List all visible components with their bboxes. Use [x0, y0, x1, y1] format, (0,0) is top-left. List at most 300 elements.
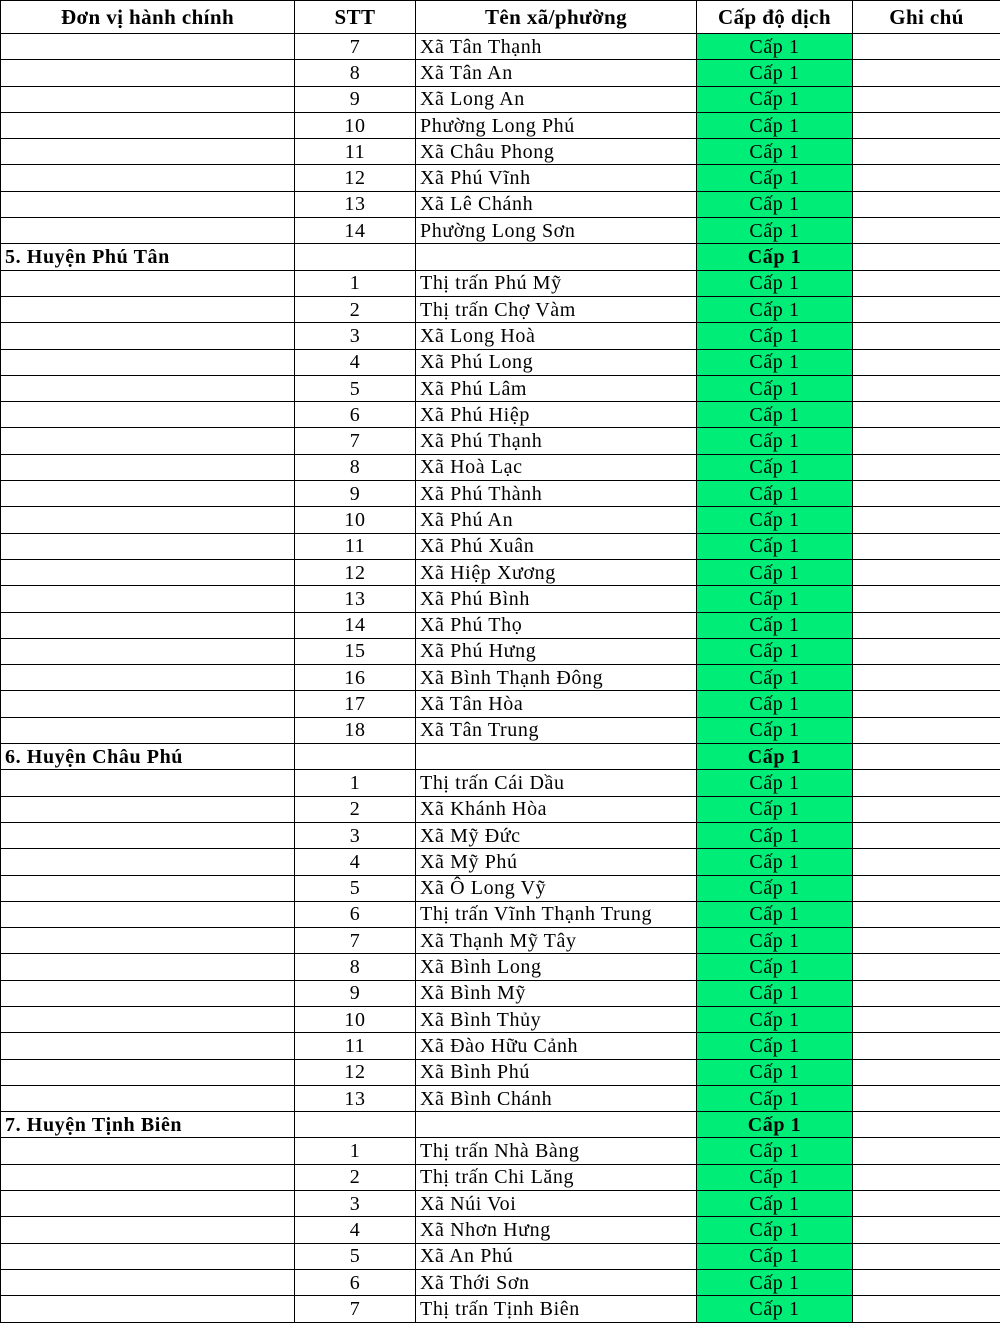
admin-unit-cell [1, 507, 295, 533]
notes-cell [853, 954, 1000, 980]
stt-cell: 6 [295, 1269, 416, 1295]
epidemic-level-cell: Cấp 1 [697, 139, 853, 165]
table-row [1, 270, 1000, 296]
table-row [1, 665, 1000, 691]
stt-cell: 12 [295, 559, 416, 585]
table-row [1, 296, 1000, 322]
epidemic-level-cell: Cấp 1 [697, 218, 853, 244]
admin-unit-cell [1, 481, 295, 507]
commune-name: Xã Phú Thọ [416, 612, 697, 638]
stt-cell [295, 744, 416, 770]
notes-cell [853, 323, 1000, 349]
header-epidemic-level: Cấp độ dịch [697, 1, 853, 34]
admin-unit-cell [1, 191, 295, 217]
notes-cell [853, 349, 1000, 375]
epidemic-level-cell: Cấp 1 [697, 375, 853, 401]
admin-unit-cell [1, 139, 295, 165]
admin-unit-cell [1, 1006, 295, 1032]
stt-cell: 9 [295, 980, 416, 1006]
admin-unit-cell [1, 691, 295, 717]
table-row [1, 323, 1000, 349]
epidemic-level-cell: Cấp 1 [697, 323, 853, 349]
admin-unit-cell [1, 112, 295, 138]
admin-unit-cell [1, 875, 295, 901]
admin-unit-cell [1, 323, 295, 349]
table-row [1, 1085, 1000, 1111]
notes-cell [853, 1164, 1000, 1190]
commune-name [416, 744, 697, 770]
notes-cell [853, 1006, 1000, 1032]
epidemic-level-cell: Cấp 1 [697, 428, 853, 454]
table-row [1, 638, 1000, 664]
epidemic-level-cell: Cấp 1 [697, 454, 853, 480]
admin-unit-cell [1, 1033, 295, 1059]
table-row [1, 86, 1000, 112]
notes-cell [853, 691, 1000, 717]
stt-cell: 5 [295, 375, 416, 401]
stt-cell: 10 [295, 112, 416, 138]
commune-name: Xã Hiệp Xương [416, 559, 697, 585]
commune-name: Xã Tân Trung [416, 717, 697, 743]
epidemic-level-cell: Cấp 1 [697, 349, 853, 375]
notes-cell [853, 428, 1000, 454]
admin-unit-cell [1, 665, 295, 691]
table-row [1, 559, 1000, 585]
notes-cell [853, 533, 1000, 559]
stt-cell: 18 [295, 717, 416, 743]
district-name: 7. Huyện Tịnh Biên [1, 1112, 295, 1138]
epidemic-level-cell: Cấp 1 [697, 112, 853, 138]
notes-cell [853, 218, 1000, 244]
admin-unit-cell [1, 218, 295, 244]
table-row [1, 1217, 1000, 1243]
stt-cell: 16 [295, 665, 416, 691]
stt-cell: 12 [295, 165, 416, 191]
epidemic-level-cell: Cấp 1 [697, 638, 853, 664]
admin-unit-cell [1, 796, 295, 822]
stt-cell: 13 [295, 1085, 416, 1111]
commune-name: Thị trấn Cái Dầu [416, 770, 697, 796]
commune-name: Xã Tân Hòa [416, 691, 697, 717]
admin-unit-cell [1, 1296, 295, 1322]
stt-cell: 8 [295, 454, 416, 480]
stt-cell: 10 [295, 507, 416, 533]
header-commune-name: Tên xã/phường [416, 1, 697, 34]
stt-cell: 6 [295, 402, 416, 428]
notes-cell [853, 112, 1000, 138]
stt-cell: 3 [295, 1191, 416, 1217]
commune-name: Xã Long Hoà [416, 323, 697, 349]
stt-cell: 8 [295, 954, 416, 980]
notes-cell [853, 901, 1000, 927]
epidemic-level-cell: Cấp 1 [697, 875, 853, 901]
notes-cell [853, 1296, 1000, 1322]
district-name: 6. Huyện Châu Phú [1, 744, 295, 770]
epidemic-level-cell: Cấp 1 [697, 244, 853, 270]
epidemic-level-cell: Cấp 1 [697, 270, 853, 296]
district-group-row [1, 244, 1000, 270]
admin-unit-cell [1, 296, 295, 322]
notes-cell [853, 1059, 1000, 1085]
epidemic-level-cell: Cấp 1 [697, 165, 853, 191]
epidemic-level-cell: Cấp 1 [697, 1191, 853, 1217]
admin-unit-cell [1, 1138, 295, 1164]
notes-cell [853, 1112, 1000, 1138]
epidemic-level-cell: Cấp 1 [697, 60, 853, 86]
stt-cell: 5 [295, 875, 416, 901]
notes-cell [853, 559, 1000, 585]
stt-cell: 8 [295, 60, 416, 86]
table-row [1, 1296, 1000, 1322]
table-row [1, 928, 1000, 954]
stt-cell: 13 [295, 191, 416, 217]
notes-cell [853, 139, 1000, 165]
stt-cell: 1 [295, 1138, 416, 1164]
commune-name: Thị trấn Phú Mỹ [416, 270, 697, 296]
header-stt: STT [295, 1, 416, 34]
notes-cell [853, 796, 1000, 822]
commune-name: Xã Lê Chánh [416, 191, 697, 217]
table-row [1, 1033, 1000, 1059]
notes-cell [853, 849, 1000, 875]
table-row [1, 1138, 1000, 1164]
table-row [1, 375, 1000, 401]
stt-cell: 3 [295, 822, 416, 848]
epidemic-level-cell: Cấp 1 [697, 559, 853, 585]
table-row [1, 1243, 1000, 1269]
admin-unit-cell [1, 1243, 295, 1269]
notes-cell [853, 612, 1000, 638]
stt-cell: 1 [295, 770, 416, 796]
notes-cell [853, 375, 1000, 401]
epidemic-level-cell: Cấp 1 [697, 1112, 853, 1138]
commune-name: Xã Phú Thạnh [416, 428, 697, 454]
notes-cell [853, 665, 1000, 691]
admin-unit-cell [1, 270, 295, 296]
notes-cell [853, 744, 1000, 770]
epidemic-level-cell: Cấp 1 [697, 612, 853, 638]
stt-cell: 7 [295, 928, 416, 954]
commune-name: Xã Châu Phong [416, 139, 697, 165]
commune-name: Xã Long An [416, 86, 697, 112]
commune-name: Xã Phú Lâm [416, 375, 697, 401]
epidemic-level-cell: Cấp 1 [697, 34, 853, 60]
commune-name [416, 244, 697, 270]
notes-cell [853, 507, 1000, 533]
table-row [1, 60, 1000, 86]
admin-unit-cell [1, 34, 295, 60]
commune-name: Xã Bình Mỹ [416, 980, 697, 1006]
commune-name: Xã Nhơn Hưng [416, 1217, 697, 1243]
notes-cell [853, 1033, 1000, 1059]
commune-name: Xã Tân An [416, 60, 697, 86]
admin-unit-cell [1, 559, 295, 585]
epidemic-level-cell: Cấp 1 [697, 770, 853, 796]
notes-cell [853, 270, 1000, 296]
notes-cell [853, 86, 1000, 112]
stt-cell: 10 [295, 1006, 416, 1032]
admin-unit-cell [1, 928, 295, 954]
notes-cell [853, 481, 1000, 507]
notes-cell [853, 875, 1000, 901]
epidemic-level-cell: Cấp 1 [697, 822, 853, 848]
table-row [1, 796, 1000, 822]
table-row [1, 901, 1000, 927]
commune-name: Thị trấn Chi Lăng [416, 1164, 697, 1190]
notes-cell [853, 60, 1000, 86]
stt-cell: 4 [295, 849, 416, 875]
stt-cell: 5 [295, 1243, 416, 1269]
notes-cell [853, 191, 1000, 217]
epidemic-level-cell: Cấp 1 [697, 1006, 853, 1032]
district-name: 5. Huyện Phú Tân [1, 244, 295, 270]
admin-unit-cell [1, 901, 295, 927]
commune-name: Xã Hoà Lạc [416, 454, 697, 480]
table-body [1, 34, 1000, 1323]
epidemic-level-cell: Cấp 1 [697, 1164, 853, 1190]
epidemic-level-cell: Cấp 1 [697, 744, 853, 770]
commune-name: Xã Phú Hiệp [416, 402, 697, 428]
table-row [1, 612, 1000, 638]
epidemic-level-cell: Cấp 1 [697, 928, 853, 954]
stt-cell: 7 [295, 1296, 416, 1322]
epidemic-level-cell: Cấp 1 [697, 1217, 853, 1243]
table-row [1, 1269, 1000, 1295]
commune-name: Xã Phú Xuân [416, 533, 697, 559]
epidemic-level-cell: Cấp 1 [697, 1085, 853, 1111]
notes-cell [853, 638, 1000, 664]
stt-cell: 3 [295, 323, 416, 349]
commune-name: Xã Phú Vĩnh [416, 165, 697, 191]
commune-name: Phường Long Phú [416, 112, 697, 138]
epidemic-level-cell: Cấp 1 [697, 86, 853, 112]
table-row [1, 454, 1000, 480]
stt-cell: 2 [295, 796, 416, 822]
table-row [1, 165, 1000, 191]
stt-cell: 4 [295, 349, 416, 375]
header-admin-unit: Đơn vị hành chính [1, 1, 295, 34]
stt-cell: 7 [295, 34, 416, 60]
admin-unit-cell [1, 533, 295, 559]
epidemic-level-cell: Cấp 1 [697, 481, 853, 507]
commune-name: Xã Phú Bình [416, 586, 697, 612]
admin-unit-cell [1, 375, 295, 401]
table-row [1, 139, 1000, 165]
commune-name: Xã An Phú [416, 1243, 697, 1269]
epidemic-level-cell: Cấp 1 [697, 901, 853, 927]
admin-unit-cell [1, 638, 295, 664]
epidemic-level-cell: Cấp 1 [697, 1033, 853, 1059]
epidemic-level-cell: Cấp 1 [697, 507, 853, 533]
admin-unit-cell [1, 165, 295, 191]
table-row [1, 1191, 1000, 1217]
admin-unit-cell [1, 1164, 295, 1190]
table-row [1, 954, 1000, 980]
admin-unit-cell [1, 1269, 295, 1295]
commune-name: Xã Bình Chánh [416, 1085, 697, 1111]
stt-cell: 11 [295, 1033, 416, 1059]
admin-unit-cell [1, 454, 295, 480]
admin-unit-cell [1, 86, 295, 112]
epidemic-level-cell: Cấp 1 [697, 586, 853, 612]
epidemic-level-cell: Cấp 1 [697, 191, 853, 217]
admin-unit-cell [1, 586, 295, 612]
admin-unit-cell [1, 954, 295, 980]
admin-unit-cell [1, 1059, 295, 1085]
admin-unit-cell [1, 849, 295, 875]
table-row [1, 34, 1000, 60]
stt-cell: 6 [295, 901, 416, 927]
commune-name: Xã Bình Long [416, 954, 697, 980]
stt-cell: 11 [295, 139, 416, 165]
epidemic-level-cell: Cấp 1 [697, 402, 853, 428]
epidemic-level-cell: Cấp 1 [697, 1269, 853, 1295]
epidemic-level-cell: Cấp 1 [697, 717, 853, 743]
epidemic-level-cell: Cấp 1 [697, 1059, 853, 1085]
table-row [1, 1059, 1000, 1085]
commune-name: Xã Khánh Hòa [416, 796, 697, 822]
commune-name: Thị trấn Chợ Vàm [416, 296, 697, 322]
epidemic-level-cell: Cấp 1 [697, 1243, 853, 1269]
table-row [1, 1006, 1000, 1032]
notes-cell [853, 1191, 1000, 1217]
epidemic-level-cell: Cấp 1 [697, 533, 853, 559]
notes-cell [853, 1217, 1000, 1243]
epidemic-level-cell: Cấp 1 [697, 1138, 853, 1164]
table-row [1, 849, 1000, 875]
epidemic-level-cell: Cấp 1 [697, 296, 853, 322]
notes-cell [853, 928, 1000, 954]
table-row [1, 875, 1000, 901]
notes-cell [853, 244, 1000, 270]
notes-cell [853, 822, 1000, 848]
epidemic-level-cell: Cấp 1 [697, 980, 853, 1006]
commune-name: Xã Phú Thành [416, 481, 697, 507]
header-row [1, 1, 1000, 34]
admin-unit-cell [1, 717, 295, 743]
admin-unit-cell [1, 1217, 295, 1243]
table-row [1, 980, 1000, 1006]
commune-name: Xã Núi Voi [416, 1191, 697, 1217]
commune-name: Xã Bình Thạnh Đông [416, 665, 697, 691]
stt-cell: 4 [295, 1217, 416, 1243]
stt-cell: 2 [295, 1164, 416, 1190]
table-row [1, 822, 1000, 848]
commune-name: Xã Phú Hưng [416, 638, 697, 664]
header-notes: Ghi chú [853, 1, 1000, 34]
table-row [1, 402, 1000, 428]
stt-cell: 13 [295, 586, 416, 612]
epidemic-level-cell: Cấp 1 [697, 665, 853, 691]
admin-unit-cell [1, 770, 295, 796]
table-row [1, 1164, 1000, 1190]
admin-unit-cell [1, 402, 295, 428]
notes-cell [853, 1085, 1000, 1111]
notes-cell [853, 165, 1000, 191]
table-row [1, 507, 1000, 533]
admin-unit-cell [1, 822, 295, 848]
stt-cell: 1 [295, 270, 416, 296]
admin-unit-cell [1, 980, 295, 1006]
admin-unit-cell [1, 1085, 295, 1111]
notes-cell [853, 402, 1000, 428]
table-row [1, 481, 1000, 507]
notes-cell [853, 1269, 1000, 1295]
commune-name: Thị trấn Tịnh Biên [416, 1296, 697, 1322]
commune-name: Xã Phú An [416, 507, 697, 533]
stt-cell [295, 244, 416, 270]
notes-cell [853, 980, 1000, 1006]
table-row [1, 586, 1000, 612]
table-row [1, 533, 1000, 559]
notes-cell [853, 1138, 1000, 1164]
stt-cell: 14 [295, 218, 416, 244]
notes-cell [853, 34, 1000, 60]
stt-cell: 12 [295, 1059, 416, 1085]
commune-name: Xã Ô Long Vỹ [416, 875, 697, 901]
commune-name: Xã Mỹ Phú [416, 849, 697, 875]
stt-cell [295, 1112, 416, 1138]
stt-cell: 17 [295, 691, 416, 717]
commune-name: Xã Bình Phú [416, 1059, 697, 1085]
stt-cell: 11 [295, 533, 416, 559]
commune-name: Xã Thạnh Mỹ Tây [416, 928, 697, 954]
notes-cell [853, 454, 1000, 480]
stt-cell: 9 [295, 86, 416, 112]
notes-cell [853, 1243, 1000, 1269]
admin-unit-cell [1, 428, 295, 454]
notes-cell [853, 770, 1000, 796]
commune-name: Phường Long Sơn [416, 218, 697, 244]
notes-cell [853, 717, 1000, 743]
stt-cell: 9 [295, 481, 416, 507]
table-row [1, 717, 1000, 743]
commune-name: Xã Thới Sơn [416, 1269, 697, 1295]
commune-name [416, 1112, 697, 1138]
commune-name: Xã Phú Long [416, 349, 697, 375]
admin-unit-cell [1, 60, 295, 86]
notes-cell [853, 296, 1000, 322]
table-row [1, 428, 1000, 454]
table-row [1, 218, 1000, 244]
notes-cell [853, 586, 1000, 612]
admin-unit-cell [1, 1191, 295, 1217]
table-row [1, 691, 1000, 717]
commune-name: Xã Mỹ Đức [416, 822, 697, 848]
commune-name: Xã Tân Thạnh [416, 34, 697, 60]
commune-name: Thị trấn Vĩnh Thạnh Trung [416, 901, 697, 927]
stt-cell: 7 [295, 428, 416, 454]
epidemic-level-cell: Cấp 1 [697, 796, 853, 822]
epidemic-level-cell: Cấp 1 [697, 1296, 853, 1322]
stt-cell: 14 [295, 612, 416, 638]
table-row [1, 112, 1000, 138]
stt-cell: 2 [295, 296, 416, 322]
district-group-row [1, 1112, 1000, 1138]
stt-cell: 15 [295, 638, 416, 664]
table-row [1, 191, 1000, 217]
admin-unit-cell [1, 349, 295, 375]
admin-unit-cell [1, 612, 295, 638]
epidemic-level-cell: Cấp 1 [697, 954, 853, 980]
table-row [1, 349, 1000, 375]
commune-name: Xã Bình Thủy [416, 1006, 697, 1032]
epidemic-level-cell: Cấp 1 [697, 849, 853, 875]
district-group-row [1, 744, 1000, 770]
commune-name: Xã Đào Hữu Cảnh [416, 1033, 697, 1059]
epidemic-level-cell: Cấp 1 [697, 691, 853, 717]
table-row [1, 770, 1000, 796]
